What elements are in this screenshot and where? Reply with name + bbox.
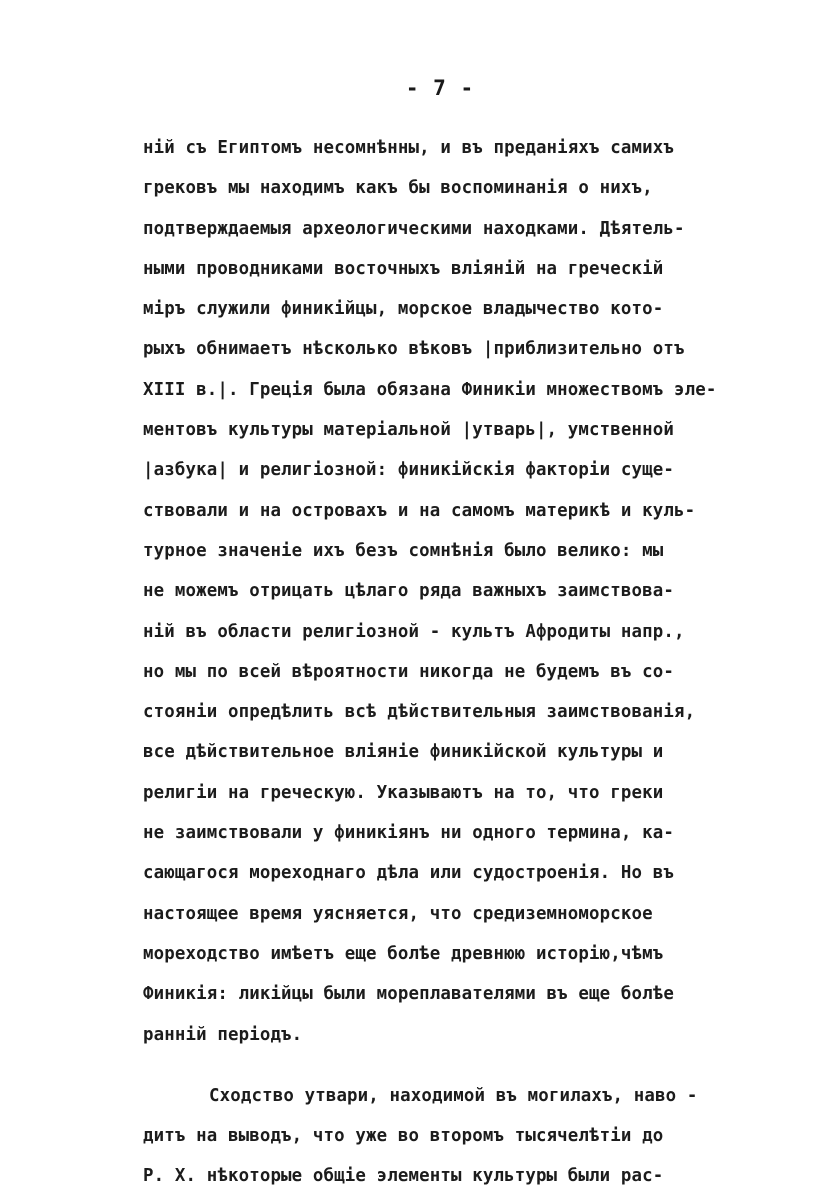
- text-line: Финикія: ликійцы были мореплавателями въ еще болѣе: [143, 984, 675, 1005]
- paragraph-start-line: Сходство утвари, находимой въ могилахъ, наво -: [209, 1085, 698, 1106]
- text-line: міръ служили финикійцы, морское владычество кото-: [143, 299, 664, 320]
- text-line: |азбука| и религіозной: финикійскія факторіи суще-: [143, 460, 675, 481]
- text-line: настоящее время уясняется, что средиземноморское: [143, 903, 653, 924]
- text-line: грековъ мы находимъ какъ бы воспоминанія о нихъ,: [143, 178, 653, 199]
- text-line: религіи на греческую. Указываютъ на то, что греки: [143, 782, 664, 803]
- text-line: дитъ на выводъ, что уже во второмъ тысячелѣтіи до: [143, 1126, 664, 1147]
- text-line: ными проводниками восточныхъ вліяній на греческій: [143, 258, 664, 279]
- text-line: рыхъ обнимаетъ нѣсколько вѣковъ |приблизительно отъ: [143, 339, 685, 360]
- text-line: все дѣйствительное вліяніе финикійской культуры и: [143, 742, 664, 763]
- text-line: подтверждаемыя археологическими находками. Дѣятель-: [143, 218, 685, 239]
- text-line: ній съ Египтомъ несомнѣнны, и въ преданіяхъ самихъ: [143, 138, 675, 158]
- text-line: не заимствовали у финикіянъ ни одного термина, ка-: [143, 823, 675, 844]
- text-line: Р. Х. нѣкоторые общіе элементы культуры были рас-: [143, 1166, 664, 1187]
- text-line: турное значеніе ихъ безъ сомнѣнія было велико: мы: [143, 540, 664, 561]
- text-line: сающагося мореходнаго дѣла или судостроенія. Но въ: [143, 863, 675, 884]
- text-line: ментовъ культуры матеріальной |утварь|, умственной: [143, 420, 675, 441]
- body-text: [143, 134, 743, 1203]
- text-line: XIII в.|. Греція была обязана Финикіи множествомъ эле-: [143, 379, 717, 400]
- text-line: не можемъ отрицать цѣлаго ряда важныхъ заимствова-: [143, 581, 675, 602]
- text-line: ранній періодъ.: [143, 1024, 303, 1045]
- text-line: ній въ области религіозной - культъ Афродиты напр.,: [143, 621, 685, 642]
- text-line: стояніи опредѣлить всѣ дѣйствительныя заимствованія,: [143, 702, 696, 723]
- text-line: мореходство имѣетъ еще болѣе древнюю исторію,чѣмъ: [143, 943, 664, 964]
- text-line: но мы по всей вѣроятности никогда не будемъ въ со-: [143, 661, 675, 682]
- page-number: - 7 -: [405, 76, 475, 100]
- text-line: ствовали и на островахъ и на самомъ материкѣ и куль-: [143, 500, 696, 521]
